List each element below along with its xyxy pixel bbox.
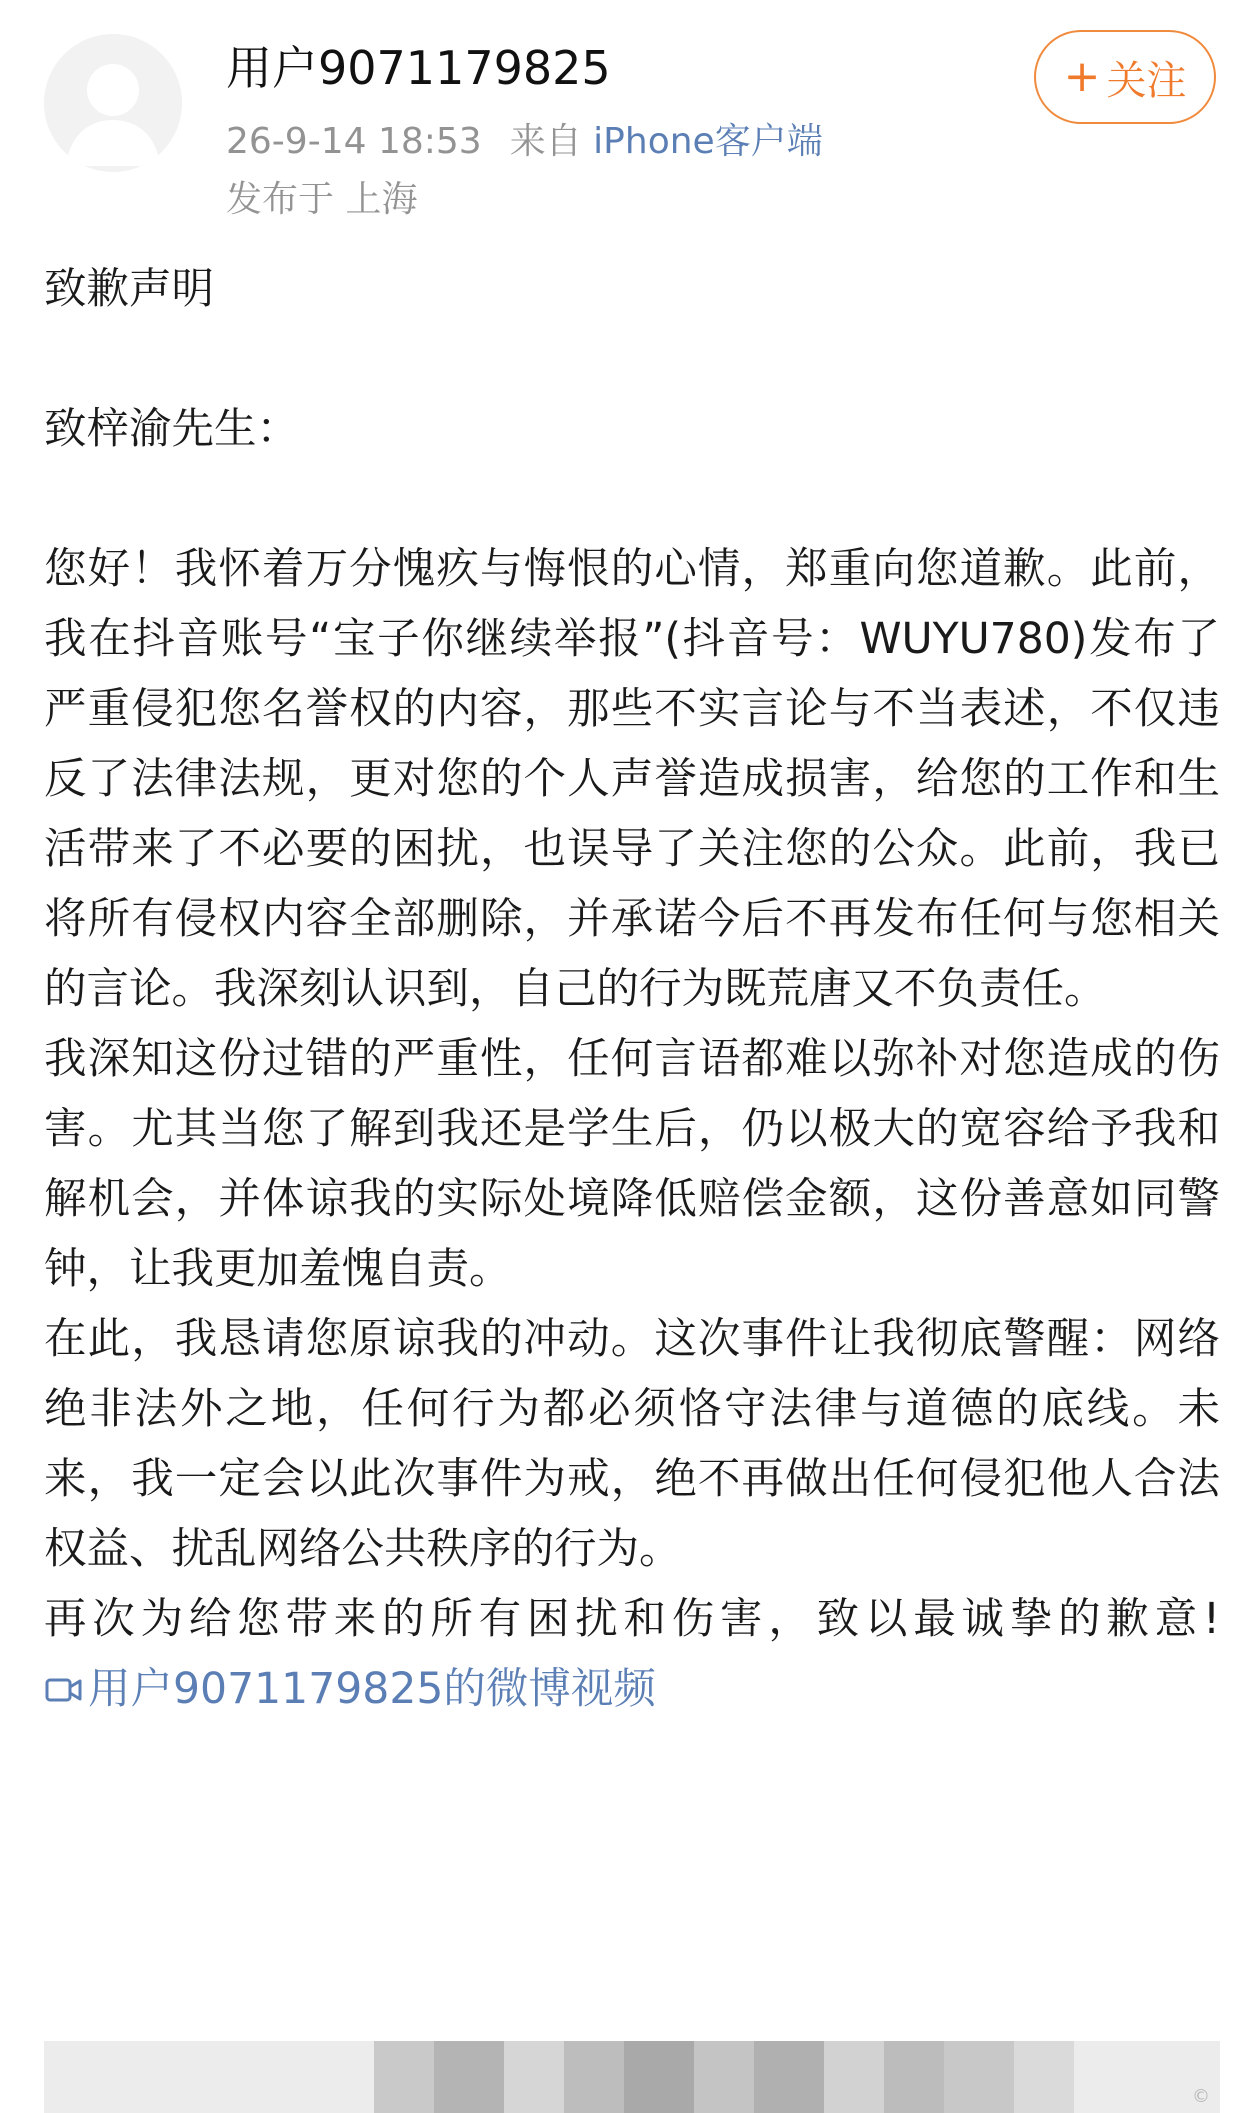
statement-title: 致歉声明 [44,265,215,314]
thumbnail-pixel-block [504,2041,564,2113]
thumbnail-pixel-block [754,2041,824,2113]
avatar[interactable] [44,34,182,172]
thumbnail-pixel-block [944,2041,1014,2113]
video-camera-icon [44,1673,84,1707]
video-thumbnail[interactable] [44,2041,1220,2113]
thumbnail-pixel-block [374,2041,434,2113]
post-meta [226,118,823,166]
thumbnail-pixel-block [1014,2041,1074,2113]
video-link-label: 用户9071179825的微博视频 [88,1665,656,1714]
thumbnail-pixel-block [564,2041,624,2113]
author-name[interactable]: 用户9071179825 [226,41,611,95]
follow-button[interactable] [1034,30,1216,124]
body-paragraph: 在此，我恳请您原谅我的冲动。这次事件让我彻底警醒：网络绝非法外之地，任何行为都必须恪守法律与道德的底线。未来，我一定会以此次事件为戒，绝不再做出任何侵犯他人合法权益、扰乱网络公共秩序的行为。 [44,1315,1220,1574]
thumbnail-pixel-block [434,2041,504,2113]
body-paragraph: 我深知这份过错的严重性，任何言语都难以弥补对您造成的伤害。尤其当您了解到我还是学生后，仍以极大的宽容给予我和解机会，并体谅我的实际处境降低赔偿金额，这份善意如同警钟，让我更加羞愧自责。 [44,1035,1220,1294]
closing-paragraph [44,1585,1220,1725]
source-link[interactable]: iPhone客户端 [593,121,823,162]
thumbnail-pixel-block [824,2041,884,2113]
source-prefix: 来自 [509,121,582,162]
plus-icon: + [1063,51,1101,102]
post-location: 发布于 上海 [226,179,418,220]
watermark-icon: © [1192,2086,1210,2107]
thumbnail-pixel-block [694,2041,754,2113]
thumbnail-pixel-block [884,2041,944,2113]
body-paragraph: 您好！我怀着万分愧疚与悔恨的心情，郑重向您道歉。此前，我在抖音账号“宝子你继续举报”(抖音号：WUYU780)发布了严重侵犯您名誉权的内容，那些不实言论与不当表述，不仅违反了法律法规，更对您的个人声誉造成损害，给您的工作和生活带来了不必要的困扰，也误导了关注您的公众。此前，我已将所有侵权内容全部删除，并承诺今后不再发布任何与您相关的言论。我深刻认识到，自己的行为既荒唐又不负责任。 [44,545,1220,1014]
salutation: 致梓渝先生： [44,405,300,454]
closing-text: 再次为给您带来的所有困扰和伤害，致以最诚挚的歉意! [44,1595,1220,1644]
post-timestamp: 26-9-14 18:53 [226,121,482,162]
post-header [0,0,1260,240]
thumbnail-pixel-block [624,2041,694,2113]
default-avatar-icon [44,34,182,172]
follow-label: 关注 [1106,57,1187,104]
video-link[interactable] [44,1665,656,1714]
post-content [44,255,1220,1725]
